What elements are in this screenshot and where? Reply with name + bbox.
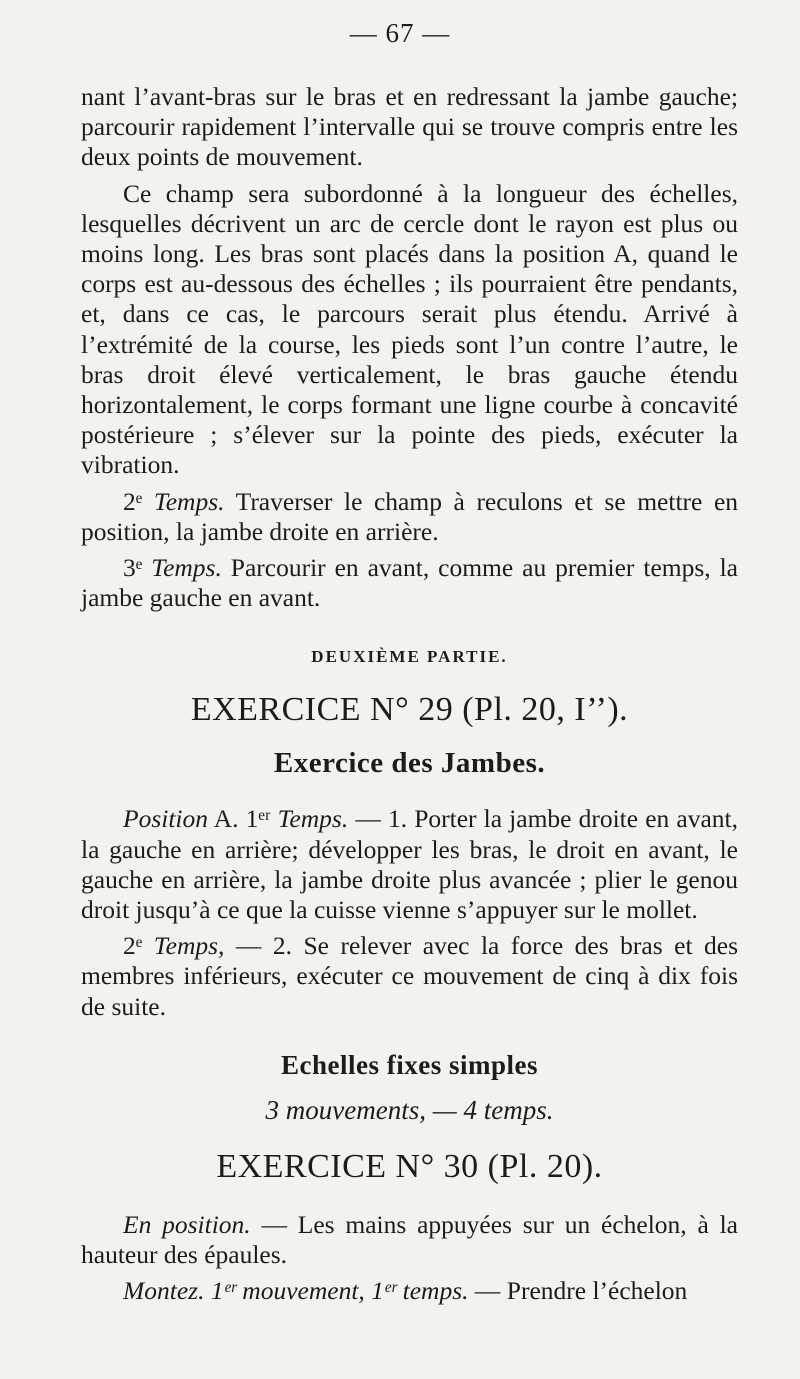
command-label: Montez. 1ᵉʳ mouvement, 1ᵉʳ temps. xyxy=(123,1276,469,1306)
step-text: — Les mains appuyées sur un échelon, à la hauteur des épaules. xyxy=(81,1209,738,1270)
ladder-subheading: Echelles fixes simples xyxy=(281,1049,538,1080)
step-label: Temps. xyxy=(277,804,349,834)
paragraph-temps-3 xyxy=(81,553,738,613)
position-label: Position xyxy=(123,804,209,834)
page-body xyxy=(81,82,738,1306)
paragraph-montez xyxy=(81,1276,738,1306)
step-number: 3ᵉ xyxy=(123,553,143,583)
exercise-29-subtitle: Exercice des Jambes. xyxy=(273,747,546,780)
step-text: — 2. Se relever avec la force des bras et des membres inférieurs, exécuter ce mouvement de cinq à dix fois de suite. xyxy=(81,931,739,1021)
step-label: Temps. xyxy=(151,553,222,583)
movements-line: 3 mouvements, — 4 temps. xyxy=(265,1094,554,1125)
exercise-29-title: EXERCICE N° 29 (Pl. 20, I’’). xyxy=(190,691,629,729)
step-number: 2ᵉ xyxy=(123,486,143,516)
step-text: Parcourir en avant, comme au premier temps, la jambe gauche en avant. xyxy=(81,553,738,613)
position-mid: A. 1ᵉʳ xyxy=(208,804,278,834)
step-text: — 1. Porter la jambe droite en avant, la gauche en arrière; développer les bras, le droit en avant, le gauche en arrière, la jambe droite plus avancée ; plier le genou droit jusqu’à ce que la cuisse vienne s’appuyer sur le mollet. xyxy=(81,804,738,925)
page-number: — 67 — xyxy=(349,18,451,48)
step-text: — Prendre l’échelon xyxy=(468,1276,688,1306)
step-label: Temps. xyxy=(153,486,225,516)
paragraph-en-position xyxy=(81,1210,738,1270)
paragraph-champ: Ce champ sera subordonné à la longueur des échelles, lesquelles décrivent un arc de cercle dont le rayon est plus ou moins long. Les bras sont placés dans la position A, quand le corps est au-dessous des échelles ; ils pourraient être pendants, et, dans ce cas, le parcours serait plus étendu. Arrivé à l’extrémité de la course, les pieds sont l’un contre l’autre, le bras droit élevé verticalement, le bras gauche étendu horizontalement, le corps formant une ligne courbe à concavité postérieure ; s’élever sur la pointe des pieds, exécuter la vibration. xyxy=(81,178,738,480)
step-label: Temps, xyxy=(153,931,225,961)
position-label: En position. xyxy=(123,1209,251,1239)
step-text: Traverser le champ à reculons et se mettre en position, la jambe droite en arrière. xyxy=(81,486,739,546)
paragraph-temps-2b xyxy=(81,931,738,1022)
paragraph-position-a xyxy=(81,804,738,925)
step-number: 2ᵉ xyxy=(123,931,143,961)
exercise-30-title: EXERCICE N° 30 (Pl. 20). xyxy=(216,1147,603,1185)
paragraph-continuation: nant l’avant-bras sur le bras et en redressant la jambe gauche; parcourir rapidement l’intervalle qui se trouve compris entre les deux points de mouvement. xyxy=(81,82,738,172)
paragraph-temps-2 xyxy=(81,487,738,547)
section-heading: DEUXIÈME PARTIE. xyxy=(311,647,508,667)
